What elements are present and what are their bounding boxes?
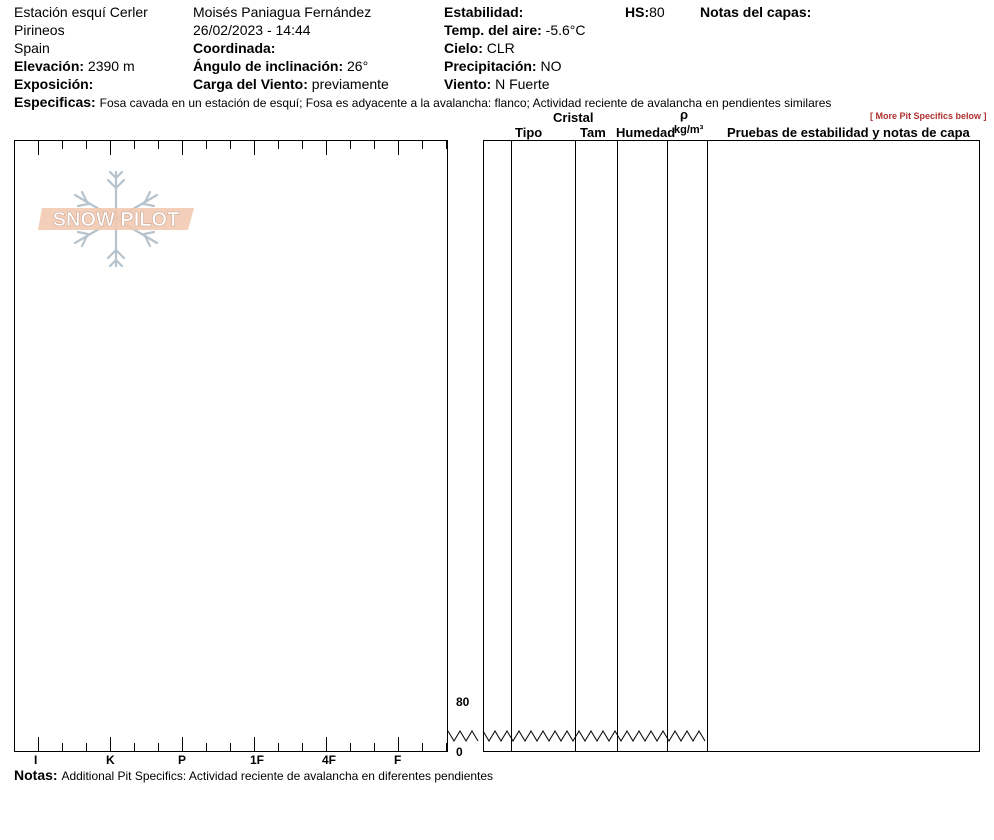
hardness-tick-label: K — [106, 753, 115, 767]
air-temp-value: -5.6°C — [545, 22, 586, 38]
wind-load-label: Carga del Viento: — [193, 76, 308, 92]
depth-label-top: 80 — [456, 695, 470, 709]
mountain-range: Pirineos — [14, 22, 65, 38]
depth-label-bottom: 0 — [456, 745, 463, 759]
hardness-tick-label: I — [34, 753, 38, 767]
precip-label: Precipitación: — [444, 58, 537, 74]
hardness-tick-label: 4F — [322, 753, 337, 767]
wind-load-value: previamente — [311, 76, 389, 92]
slope-label: Ángulo de inclinación: — [193, 58, 344, 74]
moisture-header: Humedad — [616, 125, 676, 140]
wind-label: Viento: — [444, 76, 492, 92]
location-name: Estación esquí Cerler — [14, 4, 148, 20]
observer-name: Moisés Paniagua Fernández — [193, 4, 372, 20]
notes-label: Notas: — [14, 767, 58, 783]
hardness-tick-label: F — [394, 753, 402, 767]
air-temp-label: Temp. del aire: — [444, 22, 542, 38]
elevation-label: Elevación: — [14, 58, 85, 74]
elevation-value: 2390 m — [87, 58, 135, 74]
country: Spain — [14, 40, 50, 56]
hs-label: HS: — [625, 4, 650, 20]
crystal-header: Cristal — [553, 110, 594, 125]
hardness-tick-label: 1F — [250, 753, 265, 767]
density-unit: kg/m³ — [674, 124, 704, 136]
observation-datetime: 26/02/2023 - 14:44 — [193, 22, 311, 38]
type-header: Tipo — [515, 125, 543, 140]
precip-value: NO — [540, 58, 562, 74]
sky-value: CLR — [486, 40, 515, 56]
layer-notes-label: Notas del capas: — [700, 4, 812, 20]
more-specifics-link[interactable]: [ More Pit Specifics below ] — [870, 111, 987, 121]
notes-value: Additional Pit Specifics: Actividad reciente de avalancha en diferentes pendientes — [61, 769, 494, 783]
specifics-label: Especificas: — [14, 94, 96, 110]
sky-label: Cielo: — [444, 40, 483, 56]
density-symbol: ρ — [680, 107, 689, 122]
exposure-label: Exposición: — [14, 76, 94, 92]
depth-break-zigzag — [483, 731, 705, 741]
tests-notes-header: Pruebas de estabilidad y notas de capa — [727, 125, 970, 140]
size-header: Tam — [580, 125, 606, 140]
slope-value: 26° — [347, 58, 369, 74]
logo-text: SNOW PILOT — [52, 209, 180, 231]
depth-break-gap — [448, 731, 478, 741]
wind-value: N Fuerte — [495, 76, 550, 92]
stability-label: Estabilidad: — [444, 4, 524, 20]
coordinate-label: Coordinada: — [193, 40, 276, 56]
hardness-tick-label: P — [178, 753, 187, 767]
specifics-value: Fosa cavada en un estación de esquí; Fosa es adyacente a la avalancha: flanco; Actividad reciente de avalancha en pendientes similares — [99, 96, 832, 110]
hs-value: 80 — [649, 4, 665, 20]
